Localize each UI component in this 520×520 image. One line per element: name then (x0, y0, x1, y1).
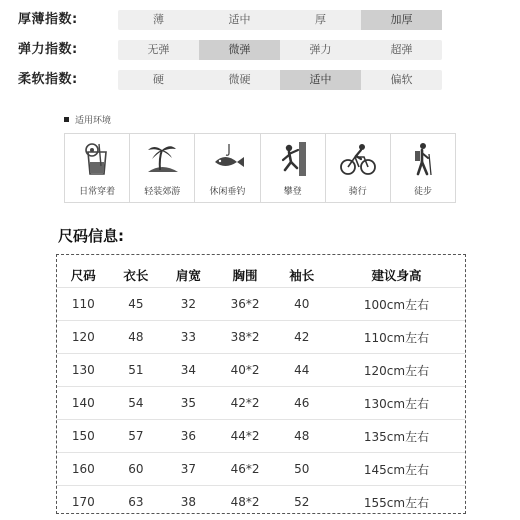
column-header: 肩宽 (175, 268, 201, 283)
environment-title-text: 适用环境 (75, 116, 112, 126)
bullet-square-icon (64, 117, 69, 122)
palm-beach-icon (142, 140, 182, 178)
scale-label: 弹力指数: (18, 42, 78, 57)
table-cell: 42 (275, 321, 328, 354)
size-table-body (57, 288, 465, 519)
column-header: 衣长 (123, 268, 149, 283)
table-cell: 130cm左右 (328, 387, 465, 420)
table-cell: 170 (57, 486, 110, 519)
scale-option: 厚 (315, 13, 326, 26)
scale-option-selected: 适中 (280, 70, 361, 90)
table-cell: 135cm左右 (328, 420, 465, 453)
table-cell: 110cm左右 (328, 321, 465, 354)
scale-option: 薄 (153, 13, 164, 26)
table-cell: 130 (57, 354, 110, 387)
table-cell: 38*2 (215, 321, 276, 354)
table-cell: 48 (275, 420, 328, 453)
table-cell: 54 (110, 387, 163, 420)
env-item-fishing (195, 134, 260, 202)
column-header: 建议身高 (371, 268, 422, 283)
env-caption: 攀登 (283, 187, 302, 197)
cycling-icon (338, 140, 378, 178)
env-caption: 休闲垂钓 (209, 187, 246, 197)
env-item-outing (130, 134, 195, 202)
env-item-climbing (261, 134, 326, 202)
table-cell: 63 (110, 486, 163, 519)
table-cell: 40*2 (215, 354, 276, 387)
table-row (57, 288, 465, 321)
table-header-row (57, 263, 465, 288)
scale-option: 超弹 (390, 43, 413, 56)
fish-icon (207, 140, 247, 178)
table-row (57, 453, 465, 486)
env-item-hiking (391, 134, 455, 202)
table-cell: 44*2 (215, 420, 276, 453)
table-cell: 120cm左右 (328, 354, 465, 387)
table-cell: 120 (57, 321, 110, 354)
table-cell: 46 (275, 387, 328, 420)
table-cell: 50 (275, 453, 328, 486)
env-caption: 徒步 (413, 187, 432, 197)
table-cell: 45 (110, 288, 163, 321)
table-cell: 37 (162, 453, 215, 486)
environment-title (64, 115, 111, 127)
table-cell: 150 (57, 420, 110, 453)
size-table (57, 263, 465, 518)
column-header: 袖长 (289, 268, 315, 283)
scale-option: 无弹 (147, 43, 170, 56)
scale-option-selected: 加厚 (361, 10, 442, 30)
table-cell: 38 (162, 486, 215, 519)
env-item-daily (65, 134, 130, 202)
env-caption: 轻装郊游 (144, 187, 181, 197)
env-caption: 日常穿着 (79, 187, 116, 197)
size-table-frame (56, 254, 466, 514)
table-cell: 155cm左右 (328, 486, 465, 519)
table-row (57, 420, 465, 453)
table-cell: 48*2 (215, 486, 276, 519)
scale-option: 硬 (153, 73, 164, 86)
scale-track (118, 40, 442, 60)
scale-option-selected: 微弹 (199, 40, 280, 60)
table-row (57, 354, 465, 387)
scale-track (118, 10, 442, 30)
scale-option: 微硬 (228, 73, 251, 86)
table-row (57, 486, 465, 519)
table-cell: 36*2 (215, 288, 276, 321)
climbing-icon (273, 140, 313, 178)
table-row (57, 321, 465, 354)
elasticity-scale (0, 40, 520, 60)
drink-cup-icon (77, 140, 117, 178)
scale-option: 适中 (228, 13, 251, 26)
table-cell: 140 (57, 387, 110, 420)
table-cell: 32 (162, 288, 215, 321)
table-cell: 40 (275, 288, 328, 321)
table-cell: 145cm左右 (328, 453, 465, 486)
table-cell: 60 (110, 453, 163, 486)
table-cell: 44 (275, 354, 328, 387)
table-cell: 160 (57, 453, 110, 486)
table-cell: 57 (110, 420, 163, 453)
table-cell: 33 (162, 321, 215, 354)
table-cell: 100cm左右 (328, 288, 465, 321)
table-cell: 52 (275, 486, 328, 519)
scale-track (118, 70, 442, 90)
scale-label: 厚薄指数: (18, 12, 78, 27)
env-caption: 骑行 (348, 187, 367, 197)
table-cell: 36 (162, 420, 215, 453)
env-item-cycling (326, 134, 391, 202)
column-header: 尺码 (70, 268, 96, 283)
table-cell: 110 (57, 288, 110, 321)
table-cell: 42*2 (215, 387, 276, 420)
scale-option: 弹力 (309, 43, 332, 56)
table-cell: 34 (162, 354, 215, 387)
table-cell: 51 (110, 354, 163, 387)
environment-strip (64, 133, 456, 203)
thickness-scale (0, 10, 520, 30)
table-cell: 46*2 (215, 453, 276, 486)
scale-option: 偏软 (390, 73, 413, 86)
column-header: 胸围 (232, 268, 258, 283)
softness-scale (0, 70, 520, 90)
size-info-title: 尺码信息: (58, 227, 124, 245)
hiking-icon (403, 140, 443, 178)
table-row (57, 387, 465, 420)
scale-label: 柔软指数: (18, 72, 78, 87)
table-cell: 35 (162, 387, 215, 420)
table-cell: 48 (110, 321, 163, 354)
